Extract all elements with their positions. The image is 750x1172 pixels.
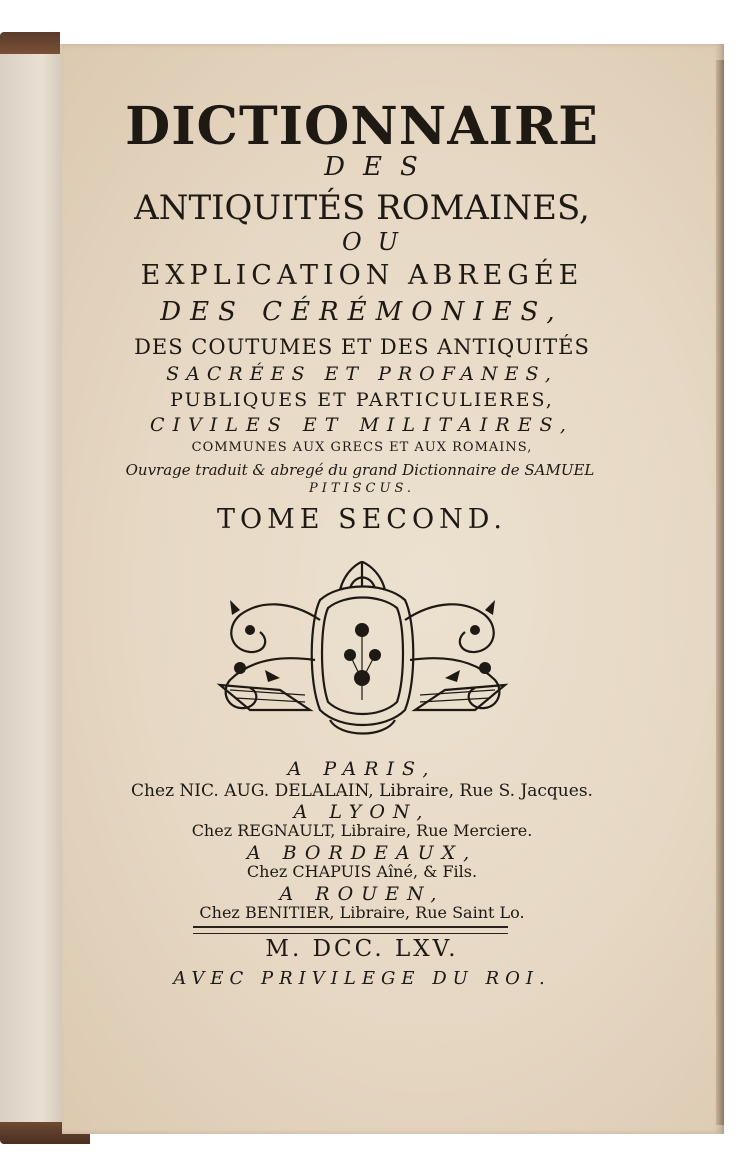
title-line-pitiscus: PITISCUS.	[308, 481, 416, 496]
title-line-ouvrage: Ouvrage traduit & abregé du grand Dictionnaire de SAMUEL	[125, 461, 595, 479]
title-line-communes: COMMUNES AUX GRECS ET AUX ROMAINS,	[191, 440, 533, 455]
title-line-des: DES	[324, 152, 436, 182]
title-line-coutumes: DES COUTUMES ET DES ANTIQUITÉS	[134, 335, 590, 359]
volume-label: TOME SECOND.	[217, 504, 507, 535]
binding-top	[0, 32, 60, 54]
imprint-publisher-rouen: Chez BENITIER, Libraire, Rue Saint Lo.	[199, 903, 525, 922]
imprint-city-bordeaux: A BORDEAUX,	[246, 842, 478, 864]
royal-privilege: AVEC PRIVILEGE DU ROI.	[173, 968, 551, 989]
publication-year: M. DCC. LXV.	[265, 936, 459, 962]
right-page-edge	[716, 60, 724, 1125]
title-line-civiles: CIVILES ET MILITAIRES,	[150, 414, 574, 436]
title-line-ou: OU	[342, 228, 414, 256]
title-line-publiques: PUBLIQUES ET PARTICULIERES,	[170, 389, 554, 411]
title-line-explication: EXPLICATION ABREGÉE	[140, 260, 584, 291]
imprint-publisher-lyon: Chez REGNAULT, Libraire, Rue Merciere.	[191, 821, 533, 840]
divider-rule	[193, 926, 508, 934]
imprint-publisher-paris: Chez NIC. AUG. DELALAIN, Libraire, Rue S. Jacques.	[131, 781, 593, 801]
title-line-sacrees: SACRÉES ET PROFANES,	[166, 363, 558, 385]
left-page-edge	[0, 44, 70, 1139]
title-line-ceremonies: DES CÉRÉMONIES,	[160, 297, 564, 327]
imprint-city-rouen: A ROUEN,	[279, 883, 445, 905]
imprint-city-lyon: A LYON,	[293, 801, 431, 823]
floral-cartouche-icon	[210, 560, 515, 740]
imprint-city-paris: A PARIS,	[287, 758, 437, 780]
title-line-antiquites: ANTIQUITÉS ROMAINES,	[134, 188, 590, 228]
main-title: DICTIONNAIRE	[125, 96, 599, 157]
imprint-publisher-bordeaux: Chez CHAPUIS Aîné, & Fils.	[246, 862, 478, 881]
